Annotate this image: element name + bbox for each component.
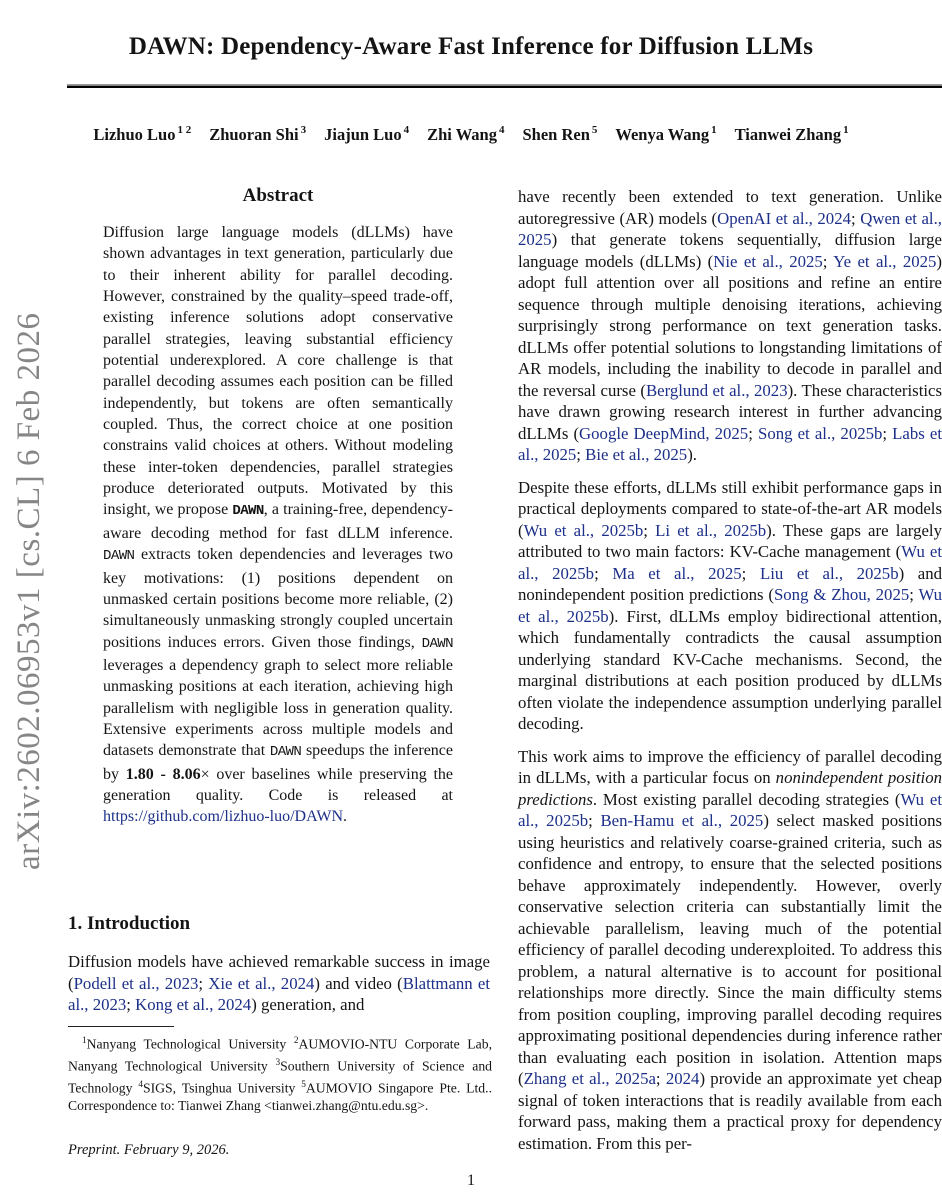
text-segment: ) and video (: [314, 973, 403, 993]
text-segment: 1: [82, 1036, 87, 1046]
author: [427, 125, 504, 144]
text-segment: 2: [293, 1036, 299, 1046]
text-segment: . Most existing parallel decoding strategies (: [592, 789, 901, 809]
author-affiliation-superscript: 1: [843, 124, 849, 136]
text-segment: ) adopt full attention over all positions and refine an entire sequence through multiple denoising iterations, achieving surprisingly strong performance on text generation tasks. dLLMs offer potential solutions to longstanding limitations of AR models, including the inability to decode in parallel and the reversal curse (: [518, 251, 942, 400]
text-segment: nonindependent position predictions: [518, 768, 942, 809]
affiliations-footnote: [68, 1032, 492, 1116]
author: [615, 125, 716, 144]
text-segment: × over baselines while preserving the generation quality. Code is released at: [103, 765, 453, 804]
text-segment: Diffusion models have achieved remarkable success in image (: [68, 952, 490, 993]
text-segment: , a training-free, dependency-aware decoding method for fast dLLM inference.: [103, 501, 454, 542]
arxiv-banner-text: arXiv:2602.06953v1 [cs.CL] 6 Feb 2026: [11, 312, 47, 870]
author-name: Shen Ren: [522, 125, 590, 144]
citation-link[interactable]: Qwen et al., 2025: [518, 208, 942, 249]
author-affiliation-superscript: 1 2: [177, 124, 192, 136]
text-segment: ) that generate tokens sequentially, diffusion large language models (dLLMs) (: [518, 230, 942, 271]
text-segment: ) generation, and: [251, 995, 365, 1015]
text-segment: 1.80 - 8.06: [125, 765, 201, 783]
citation-link[interactable]: Nie et al., 2025: [713, 251, 823, 271]
text-segment: DAWN: [421, 635, 453, 652]
text-segment: 5: [301, 1079, 306, 1090]
github-url-link[interactable]: https://github.com/lizhuo-luo/DAWN: [103, 808, 344, 826]
text-segment: extracts token dependencies and leverages two key motivations: (1) positions dependent on unmasked certain positions become more reliable, (2) simultaneously unmasking strongly coupled uncertain positions induces errors. Given those findings,: [103, 546, 453, 651]
text-segment: Nanyang Technological University: [86, 1036, 294, 1052]
citation-link[interactable]: Xie et al., 2024: [208, 973, 315, 993]
text-segment: ). These gaps are largely attributed to two main factors: KV-Cache management (: [518, 520, 942, 561]
citation-link[interactable]: Ma et al., 2025: [612, 563, 742, 583]
author: [209, 125, 306, 144]
text-segment: SIGS, Tsinghua University: [142, 1080, 302, 1096]
text-segment: Southern University of Science and Technology: [68, 1058, 493, 1096]
right-paragraph-1: [518, 186, 942, 466]
text-segment: ).: [687, 445, 697, 464]
citation-link[interactable]: Wu et al., 2025b: [518, 789, 942, 830]
text-segment: ;: [822, 251, 834, 271]
page-number: 1: [467, 1172, 475, 1189]
text-segment: leverages a dependency graph to select more reliable unmasking positions at each iteration, achieving high parallelism with negligible loss in generation quality. Extensive experiments across multiple models and datasets demonstrate that: [103, 656, 453, 760]
right-paragraph-2: [518, 477, 942, 735]
author-affiliation-superscript: 4: [498, 124, 505, 136]
citation-link[interactable]: Song et al., 2025b: [757, 423, 883, 443]
footnote-rule: [68, 1026, 174, 1027]
text-segment: ;: [576, 445, 586, 464]
text-segment: This work aims to improve the efficiency of parallel decoding in dLLMs, with a particular focus on: [518, 746, 942, 787]
author-affiliation-superscript: 1: [711, 124, 717, 136]
text-segment: ;: [909, 585, 919, 604]
citation-link[interactable]: Wu et al., 2025b: [518, 585, 942, 626]
author-name: Wenya Wang: [615, 125, 710, 144]
text-segment: ;: [655, 1069, 666, 1088]
author-name: Tianwei Zhang: [734, 125, 842, 144]
text-segment: DAWN: [269, 744, 302, 761]
citation-link[interactable]: OpenAI et al., 2024: [717, 208, 851, 228]
author: [324, 125, 409, 144]
preprint-date-line: Preprint. February 9, 2026.: [68, 1142, 230, 1158]
citation-link[interactable]: Blattmann et al., 2023: [68, 973, 491, 1015]
text-segment: ). These characteristics have drawn growing research interest in further advancing dLLMs (: [518, 380, 942, 443]
text-segment: ) provide an approximate yet cheap signal of token interactions that is readily available from each forward pass, making them a practical proxy for dependency estimation. From this per-: [518, 1069, 942, 1153]
author-affiliation-superscript: 3: [300, 124, 307, 136]
text-segment: ;: [741, 563, 760, 583]
citation-link[interactable]: Wu et al., 2025b: [518, 542, 942, 583]
citation-link[interactable]: Labs et al., 2025: [518, 423, 942, 464]
author-affiliation-superscript: 4: [403, 124, 410, 136]
text-segment: ;: [126, 995, 136, 1015]
citation-link[interactable]: Podell et al., 2023: [73, 973, 199, 993]
right-paragraph-3: [518, 746, 942, 1155]
text-segment: ). First, dLLMs employ bidirectional attention, which fundamentally contradicts the causal assumption underlying standard KV-Cache mechanisms. Second, the marginal distributions at each position produced by dLLMs often violate the independence assumption underlying parallel decoding.: [518, 606, 942, 733]
abstract-heading: Abstract: [242, 185, 314, 206]
citation-link[interactable]: Liu et al., 2025b: [759, 563, 899, 583]
text-segment: AUMOVIO-NTU Corporate Lab, Nanyang Technological University: [68, 1036, 492, 1074]
text-segment: ;: [748, 423, 758, 443]
section-heading-introduction: 1. Introduction: [68, 913, 191, 934]
citation-link[interactable]: Bie et al., 2025: [585, 445, 688, 464]
citation-link[interactable]: 2024: [665, 1069, 700, 1088]
text-segment: ;: [594, 563, 613, 583]
author-name: Zhuoran Shi: [209, 125, 299, 144]
citation-link[interactable]: Zhang et al., 2025a: [523, 1069, 656, 1088]
text-segment: Diffusion large language models (dLLMs) have shown advantages in text generation, particularly due to their inherent ability for parallel decoding. However, constrained by the quality–speed trade-off, existing inference solutions adopt conservative parallel strategies, leaving substantial efficiency potential underexplored. A core challenge is that parallel decoding assumes each position can be filled independently, but tokens are often semantically coupled. Thus, the correct choice at one position constrains valid choices at others. Without modeling these inter-token dependencies, parallel strategies produce deteriorated outputs. Motivated by this insight, we propose: [103, 224, 453, 519]
text-segment: ;: [643, 520, 656, 540]
author: [93, 125, 191, 144]
text-segment: 3: [275, 1057, 281, 1068]
citation-link[interactable]: Ben-Hamu et al., 2025: [600, 811, 764, 830]
author-affiliation-superscript: 5: [591, 124, 598, 136]
text-segment: ;: [882, 423, 893, 443]
citation-link[interactable]: Song & Zhou, 2025: [773, 585, 910, 604]
text-segment: ;: [588, 811, 601, 830]
text-segment: 4: [138, 1079, 143, 1090]
author-name: Lizhuo Luo: [93, 125, 176, 144]
author-name: Zhi Wang: [427, 125, 497, 144]
text-segment: AUMOVIO Singapore Pte. Ltd.. Correspondence to: Tianwei Zhang <tianwei.zhang@ntu.edu.sg>.: [68, 1080, 492, 1114]
citation-link[interactable]: Wu et al., 2025b: [523, 520, 644, 540]
paper-title: DAWN: Dependency-Aware Fast Inference for Diffusion LLMs: [128, 33, 814, 60]
text-segment: DAWN: [103, 548, 135, 565]
text-segment: ;: [198, 973, 209, 993]
text-segment: speedups the inference by: [103, 742, 453, 783]
right-column: [518, 186, 942, 1165]
authors-line: [0, 124, 942, 145]
author: [735, 125, 849, 144]
text-segment: ) select masked positions using heuristics and relatively coarse-grained criteria, such as confidence and entropy, to ensure that the selected positions behave approximately independently. However, overly conservative selection criteria can substantially limit the achievable parallelism, leaving much of the potential efficiency of parallel decoding underexploited. To address this problem, a natural alternative is to account for positional relationships more directly. Since the main difficulty stems from position coupling, improving parallel decoding requires approximating positional dependencies during inference rather than evaluating each position in isolation. Attention maps (: [518, 811, 942, 1088]
text-segment: .: [343, 808, 348, 826]
author: [522, 125, 597, 144]
text-segment: have recently been extended to text generation. Unlike autoregressive (AR) models (: [518, 187, 942, 228]
citation-link[interactable]: Ye et al., 2025: [833, 251, 937, 271]
text-segment: ) and nonindependent position predictions (: [518, 563, 942, 604]
author-name: Jiajun Luo: [324, 125, 402, 144]
text-segment: Despite these efforts, dLLMs still exhibit performance gaps in practical deployments compared to state-of-the-art AR models (: [518, 477, 942, 540]
citation-link[interactable]: Kong et al., 2024: [135, 995, 252, 1015]
citation-link[interactable]: Berglund et al., 2023: [645, 380, 788, 400]
citation-link[interactable]: Google DeepMind, 2025: [579, 423, 749, 443]
abstract-body: [103, 222, 453, 828]
text-segment: DAWN: [232, 503, 264, 520]
text-segment: ;: [850, 208, 861, 228]
introduction-paragraph: [68, 951, 490, 1016]
citation-link[interactable]: Li et al., 2025b: [655, 520, 767, 540]
title-rule: [67, 84, 942, 88]
